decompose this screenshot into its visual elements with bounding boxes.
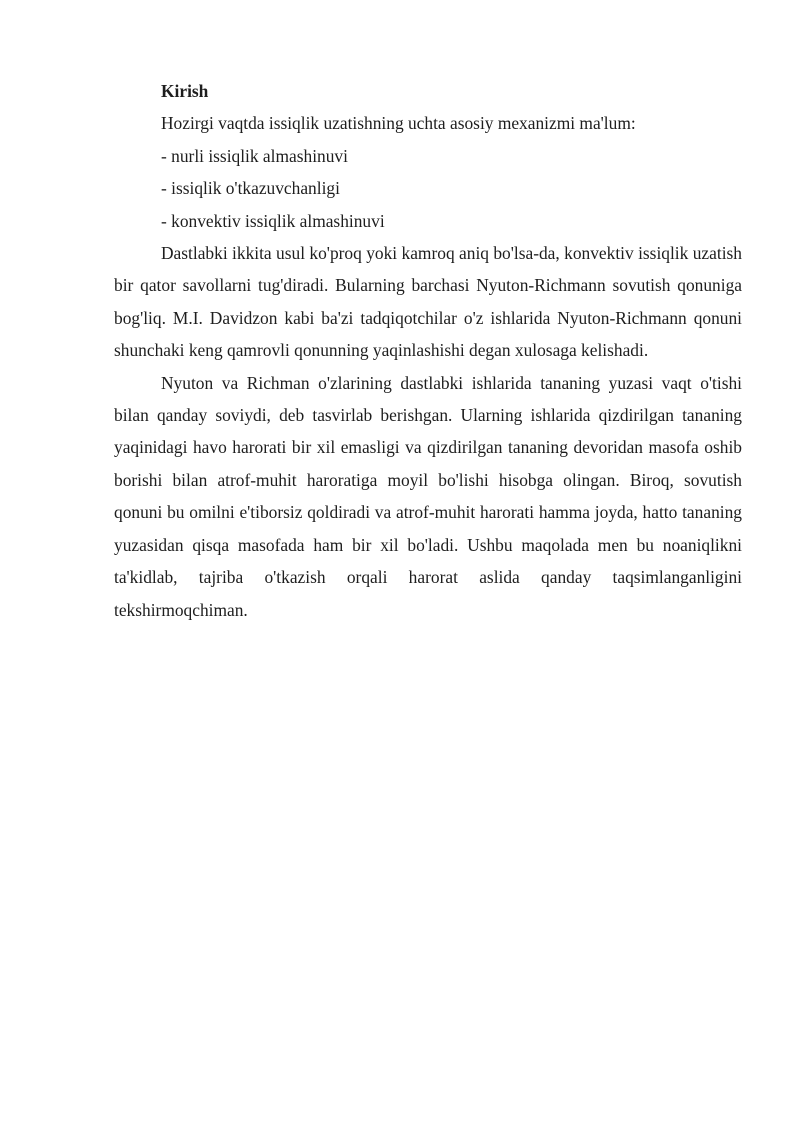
list-item-conduction: - issiqlik o'tkazuvchanligi [161,178,340,199]
paragraph-2: Nyuton va Richman o'zlarining dastlabki ishlarida tananing yuzasi vaqt o'tishi bilan qanday soviydi, deb tasvirlab berishgan. Ularning ishlarida qizdirilgan tananing yaqinidagi havo harorati bir xil emasligi va qizdirilgan tananing devoridan masofa oshib borishi bilan atrof-muhit haroratiga moyil bo'lishi hisobga olingan. Biroq, sovutish qonuni bu omilni e'tiborsiz qoldiradi va atrof-muhit harorati hamma joyda, hatto tananing yuzasidan qisqa masofada ham bir xil bo'ladi. Ushbu maqolada men bu noaniqlikni ta'kidlab, tajriba o'tkazish orqali harorat aslida qanday taqsimlanganligini tekshirmoqchiman. [114,372,742,620]
section-heading: Kirish [161,81,209,101]
paragraph-1: Dastlabki ikkita usul ko'proq yoki kamroq aniq bo'lsa-da, konvektiv issiqlik uzatish bir qator savollarni tug'diradi. Bularning barchasi Nyuton-Richmann sovutish qonuniga bog'liq. M.I. Davidzon kabi ba'zi tadqiqotchilar o'z ishlarida Nyuton-Richmann qonuni shunchaki keng qamrovli qonunning yaqinlashishi degan xulosaga kelishadi. [114,243,742,361]
list-item-convection: - konvektiv issiqlik almashinuvi [161,210,385,231]
list-item-radiative: - nurli issiqlik almashinuvi [161,145,348,166]
intro-line: Hozirgi vaqtda issiqlik uzatishning uchta asosiy mexanizmi ma'lum: [161,113,636,134]
document-body [114,75,742,626]
